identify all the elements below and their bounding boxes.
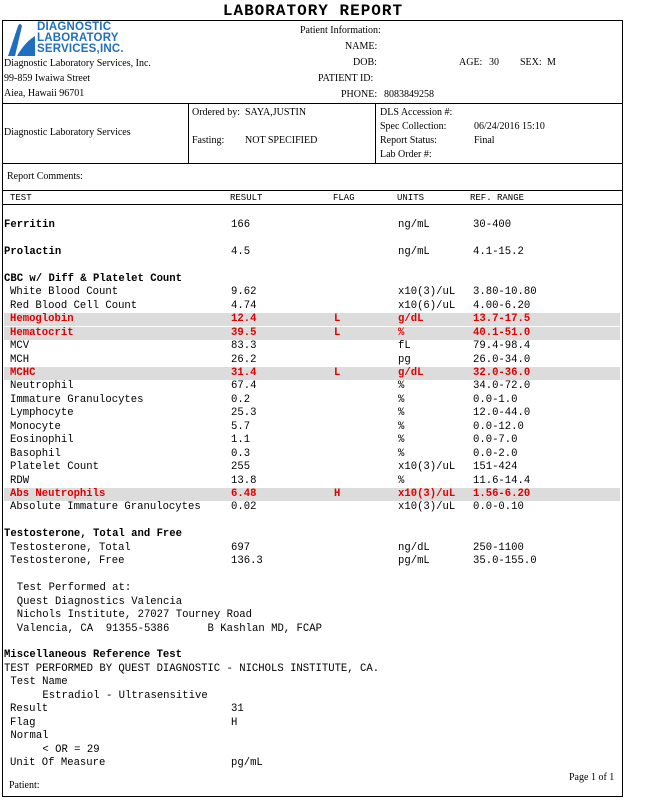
test-units: ng/mL — [398, 245, 430, 258]
divider — [2, 190, 623, 191]
table-row — [4, 434, 620, 447]
test-result: 4.5 — [231, 245, 251, 258]
test-ref-range: 4.00-6.20 — [473, 299, 531, 312]
table-row — [4, 757, 620, 770]
note-row — [4, 609, 620, 622]
test-ref-range: 0.0-7.0 — [473, 434, 518, 447]
table-row — [4, 717, 620, 730]
test-name: Miscellaneous Reference Test — [4, 649, 183, 662]
test-ref-range: 40.1-51.0 — [473, 326, 531, 339]
report-comments-label: Report Comments: — [7, 171, 83, 182]
test-result: 67.4 — [231, 380, 257, 393]
test-units: x10(3)/uL — [398, 501, 456, 514]
fasting-label: Fasting: — [192, 135, 225, 146]
test-flag: L — [334, 366, 341, 379]
test-ref-range: 79.4-98.4 — [473, 340, 531, 353]
table-row — [4, 475, 620, 488]
test-result: 0.3 — [231, 447, 251, 460]
test-name: Testosterone, Total — [10, 541, 131, 554]
note-row — [4, 676, 620, 689]
test-name: Basophil — [10, 447, 61, 460]
table-row — [4, 421, 620, 434]
test-units: % — [398, 407, 405, 420]
test-units: % — [398, 420, 405, 433]
test-ref-range: 4.1-15.2 — [473, 245, 524, 258]
divider — [188, 103, 189, 163]
test-result: 25.3 — [231, 407, 257, 420]
test-name: MCHC — [10, 366, 36, 379]
company-logo — [5, 22, 155, 56]
test-result: 136.3 — [231, 555, 263, 568]
test-ref-range: 11.6-14.4 — [473, 474, 531, 487]
test-ref-range: 1.56-6.20 — [473, 488, 531, 500]
note-text: < OR = 29 — [42, 743, 100, 756]
lab-address-line2: Aiea, Hawaii 96701 — [4, 88, 85, 99]
col-test: TEST — [10, 193, 32, 203]
test-units: pg — [398, 353, 411, 366]
patient-info-heading: Patient Information: — [300, 25, 381, 36]
test-units: % — [398, 326, 405, 339]
accession-label: DLS Accession #: — [380, 107, 453, 118]
test-name: Eosinophil — [10, 434, 74, 447]
note-row — [4, 730, 620, 743]
test-units: ng/mL — [398, 219, 430, 231]
lab-short-name: Diagnostic Laboratory Services — [4, 127, 131, 138]
table-row — [4, 488, 620, 501]
test-name: Hemoglobin — [10, 313, 74, 326]
test-result: 39.5 — [231, 326, 257, 339]
test-name: Testosterone, Free — [10, 555, 125, 568]
logo-text-line: LABORATORY — [37, 32, 119, 44]
section-row — [4, 528, 620, 541]
note-row — [4, 690, 620, 703]
test-ref-range: 35.0-155.0 — [473, 555, 537, 568]
test-units: pg/mL — [398, 555, 430, 568]
test-name: White Blood Count — [10, 286, 119, 299]
table-row — [4, 354, 620, 367]
test-name: Absolute Immature Granulocytes — [10, 501, 201, 514]
test-result: 0.2 — [231, 393, 251, 406]
test-result: 166 — [231, 219, 251, 231]
test-name: MCH — [10, 353, 30, 366]
divider — [2, 103, 623, 104]
table-row — [4, 703, 620, 716]
test-name: Flag — [10, 716, 36, 729]
test-ref-range: 0.0-2.0 — [473, 447, 518, 460]
results-header — [4, 192, 620, 205]
col-units: UNITS — [397, 193, 425, 203]
note-row — [4, 596, 620, 609]
note-text: Normal — [10, 730, 49, 743]
test-ref-range: 13.7-17.5 — [473, 313, 531, 326]
test-result: 6.48 — [231, 488, 257, 500]
test-result: 4.74 — [231, 299, 257, 312]
note-text: Valencia, CA 91355-5386 B Kashlan MD, FCAP — [16, 622, 322, 635]
test-name: Unit Of Measure — [10, 757, 106, 769]
divider — [2, 163, 623, 164]
lab-address-line1: 99-859 Iwaiwa Street — [4, 73, 91, 84]
report-status-label: Report Status: — [380, 135, 437, 146]
test-name: Neutrophil — [10, 380, 74, 393]
table-row — [4, 555, 620, 568]
sex-label: SEX: — [520, 57, 542, 68]
test-name: Red Blood Cell Count — [10, 299, 138, 312]
test-ref-range: 3.80-10.80 — [473, 286, 537, 299]
table-row — [4, 300, 620, 313]
page-number: Page 1 of 1 — [569, 772, 615, 783]
test-result: 12.4 — [231, 313, 257, 326]
test-result: 13.8 — [231, 474, 257, 487]
test-result: 26.2 — [231, 353, 257, 366]
test-result: 1.1 — [231, 434, 251, 447]
test-ref-range: 30-400 — [473, 219, 512, 231]
fasting-value: NOT SPECIFIED — [245, 135, 318, 146]
note-text: Test Performed at: — [16, 582, 132, 595]
note-row — [4, 663, 620, 676]
test-units: % — [398, 474, 405, 487]
phone-value: 8083849258 — [384, 89, 434, 100]
test-name: Result — [10, 703, 49, 716]
logo-text-line: DIAGNOSTIC — [37, 21, 112, 33]
test-flag: L — [334, 313, 341, 326]
spec-collection-label: Spec Collection: — [380, 121, 447, 132]
ordered-by-value: SAYA,JUSTIN — [245, 107, 307, 118]
table-row — [4, 367, 620, 380]
table-row — [4, 501, 620, 514]
logo-text-line: SERVICES,INC. — [37, 43, 124, 55]
test-name: Lymphocyte — [10, 407, 74, 420]
test-units: % — [398, 380, 405, 393]
test-units: x10(3)/uL — [398, 461, 456, 474]
col-result: RESULT — [230, 193, 263, 203]
test-ref-range: 26.0-34.0 — [473, 353, 531, 366]
test-units: x10(3)/uL — [398, 286, 456, 299]
test-ref-range: 34.0-72.0 — [473, 380, 531, 393]
lab-name: Diagnostic Laboratory Services, Inc. — [4, 58, 151, 69]
test-result: 255 — [231, 461, 251, 474]
col-flag: FLAG — [333, 193, 355, 203]
sex-value: M — [547, 57, 556, 68]
test-ref-range: 0.0-0.10 — [473, 501, 524, 514]
test-ref-range: 0.0-1.0 — [473, 393, 518, 406]
table-row — [4, 313, 620, 326]
section-row — [4, 219, 620, 232]
test-flag: H — [334, 488, 341, 500]
test-name: Platelet Count — [10, 461, 100, 474]
divider — [375, 103, 376, 163]
report-title: LABORATORY REPORT — [222, 2, 404, 20]
table-row — [4, 340, 620, 353]
patient-id-label: PATIENT ID: — [318, 73, 374, 84]
note-text: Quest Diagnostics Valencia — [16, 595, 183, 608]
test-result: 0.02 — [231, 501, 257, 514]
table-row — [4, 407, 620, 420]
test-flag: L — [334, 326, 341, 339]
table-row — [4, 380, 620, 393]
test-result: H — [231, 716, 238, 729]
test-name: Testosterone, Total and Free — [4, 528, 183, 541]
test-name: MCV — [10, 340, 30, 353]
dob-label: DOB: — [353, 57, 377, 68]
test-ref-range: 151-424 — [473, 461, 518, 474]
ordered-by-label: Ordered by: — [192, 107, 241, 118]
test-ref-range: 250-1100 — [473, 541, 524, 554]
test-units: g/dL — [398, 313, 424, 326]
table-row — [4, 461, 620, 474]
test-units: % — [398, 434, 405, 447]
test-units: % — [398, 447, 405, 460]
test-result: 31 — [231, 703, 244, 716]
test-units: fL — [398, 340, 411, 353]
note-text: Estradiol - Ultrasensitive — [42, 689, 208, 702]
logo-mark-icon — [5, 22, 35, 56]
test-name: Prolactin — [4, 245, 62, 258]
test-name: Immature Granulocytes — [10, 393, 144, 406]
lab-order-label: Lab Order #: — [380, 149, 432, 160]
test-result: 5.7 — [231, 420, 251, 433]
phone-label: PHONE: — [341, 89, 378, 100]
test-ref-range: 12.0-44.0 — [473, 407, 531, 420]
test-units: ng/dL — [398, 541, 430, 554]
test-name: Abs Neutrophils — [10, 488, 106, 500]
table-row — [4, 448, 620, 461]
test-units: x10(6)/uL — [398, 299, 456, 312]
note-row — [4, 744, 620, 757]
section-row — [4, 649, 620, 662]
age-value: 30 — [489, 57, 499, 68]
section-row — [4, 246, 620, 259]
test-ref-range: 32.0-36.0 — [473, 366, 531, 379]
test-units: g/dL — [398, 366, 424, 379]
test-units: % — [398, 393, 405, 406]
section-row — [4, 273, 620, 286]
test-name: Hematocrit — [10, 326, 74, 339]
test-ref-range: 0.0-12.0 — [473, 420, 524, 433]
test-name: CBC w/ Diff & Platelet Count — [4, 272, 183, 285]
test-name: RDW — [10, 474, 30, 487]
patient-name-label: NAME: — [345, 41, 378, 52]
test-result: 9.62 — [231, 286, 257, 299]
test-result: pg/mL — [231, 757, 263, 769]
table-row — [4, 394, 620, 407]
patient-footer-label: Patient: — [9, 780, 40, 791]
note-row — [4, 623, 620, 636]
note-text: Test Name — [10, 676, 68, 689]
test-name: Ferritin — [4, 219, 55, 231]
table-row — [4, 286, 620, 299]
table-row — [4, 542, 620, 555]
report-status-value: Final — [474, 135, 495, 146]
note-row — [4, 582, 620, 595]
age-label: AGE: — [459, 57, 483, 68]
table-row — [4, 327, 620, 340]
test-result: 697 — [231, 541, 251, 554]
note-text: Nichols Institute, 27027 Tourney Road — [16, 609, 253, 622]
note-text: TEST PERFORMED BY QUEST DIAGNOSTIC - NICHOLS INSTITUTE, CA. — [4, 662, 380, 675]
test-units: x10(3)/uL — [398, 488, 456, 500]
col-ref-range: REF. RANGE — [470, 193, 525, 203]
spec-collection-value: 06/24/2016 15:10 — [474, 121, 545, 132]
test-result: 83.3 — [231, 340, 257, 353]
test-result: 31.4 — [231, 366, 257, 379]
test-name: Monocyte — [10, 420, 61, 433]
